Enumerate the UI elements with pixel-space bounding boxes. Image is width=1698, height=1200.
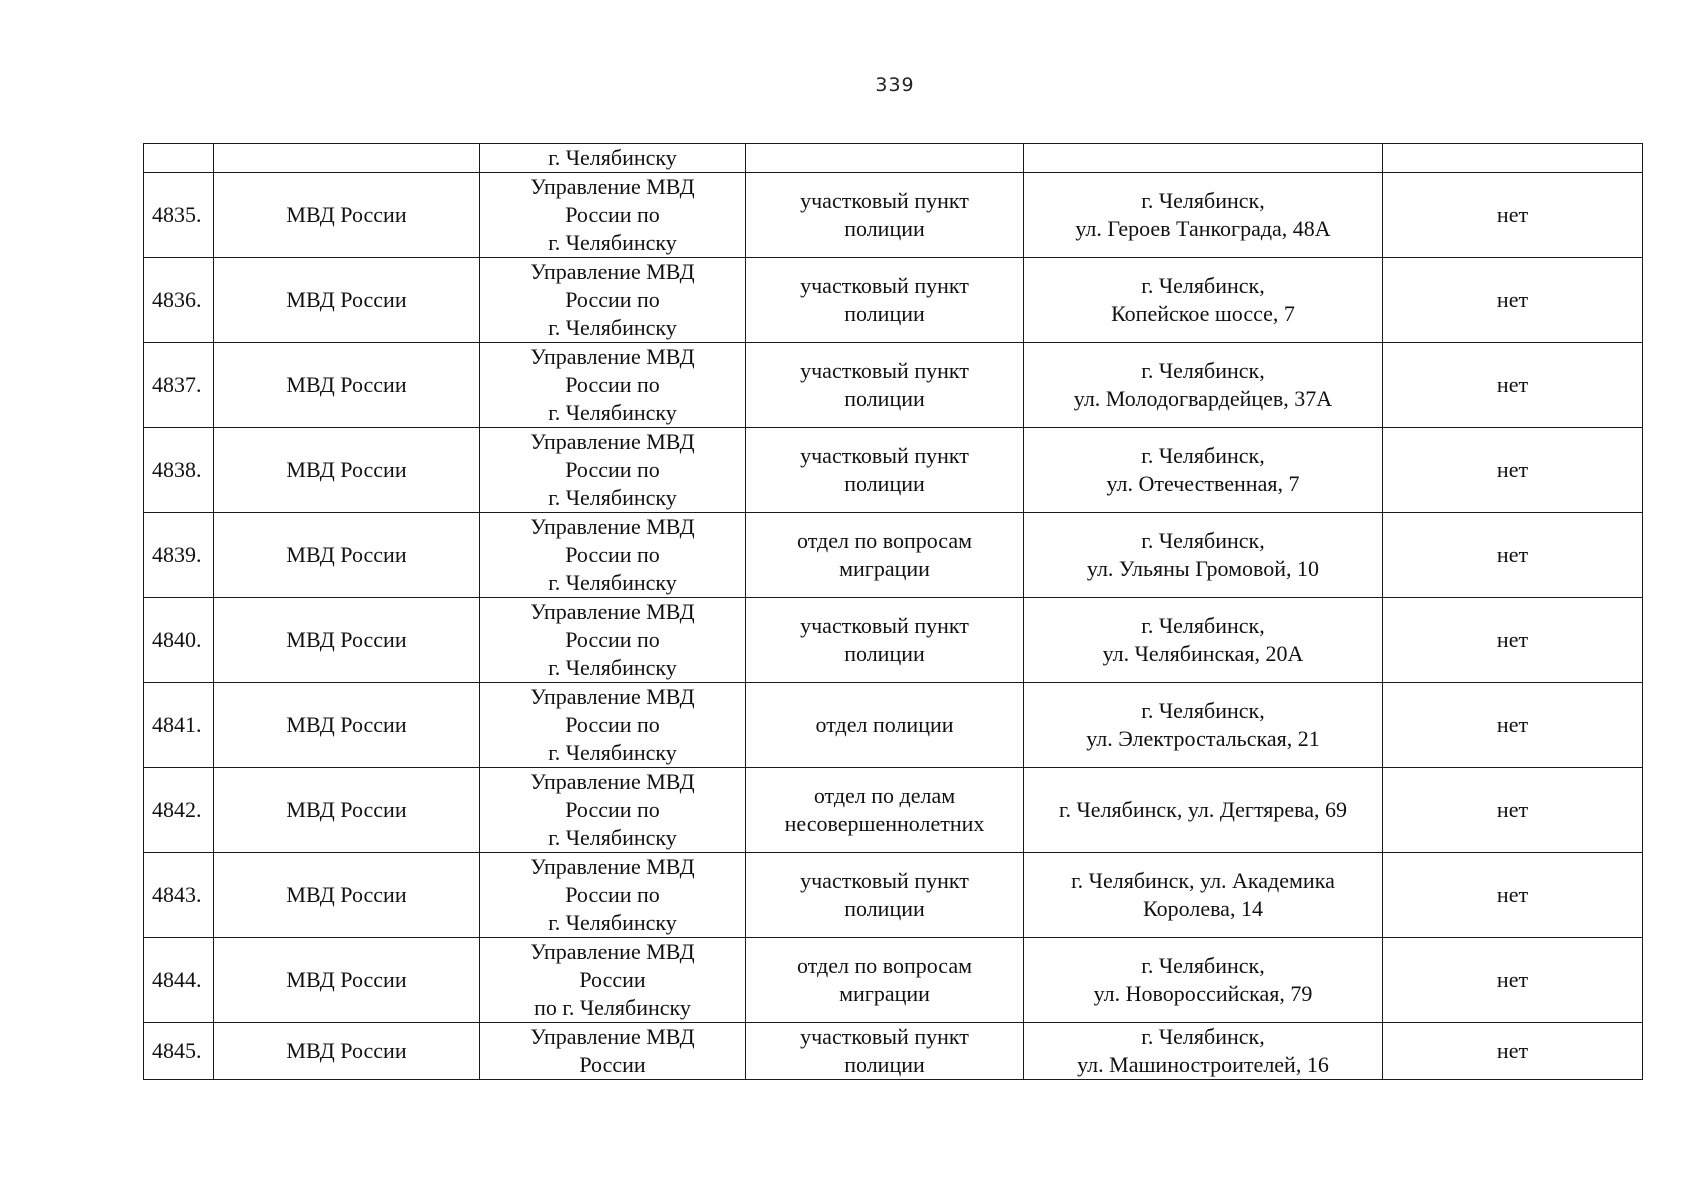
authority-line: Управление МВД (530, 174, 695, 199)
address-line: ул. Электростальская, 21 (1086, 726, 1320, 751)
cell-flag: нет (1383, 683, 1643, 768)
unit-line: полиции (844, 896, 925, 921)
cell-authority (480, 598, 746, 683)
cell-num (144, 144, 214, 173)
table-row (144, 768, 1643, 853)
address-line: г. Челябинск, (1141, 613, 1265, 638)
address-line: г. Челябинск, (1141, 953, 1265, 978)
authority-line: г. Челябинску (548, 315, 677, 340)
authority-line: Управление МВД (530, 769, 695, 794)
cell-num: 4841. (144, 683, 214, 768)
unit-line: участковый пункт (800, 273, 969, 298)
cell-address (1024, 513, 1383, 598)
cell-num: 4844. (144, 938, 214, 1023)
authority-line: России по (565, 627, 660, 652)
cell-unit (746, 343, 1024, 428)
address-line: Копейское шоссе, 7 (1111, 301, 1295, 326)
cell-address (1024, 258, 1383, 343)
table-row (144, 428, 1643, 513)
cell-unit (746, 683, 1024, 768)
unit-line: полиции (844, 386, 925, 411)
authority-line: Управление МВД (530, 429, 695, 454)
cell-unit (746, 598, 1024, 683)
continuation-row (144, 144, 1643, 173)
cell-ministry (214, 144, 480, 173)
address-line: г. Челябинск, (1141, 1024, 1265, 1049)
table-row (144, 343, 1643, 428)
cell-ministry: МВД России (214, 258, 480, 343)
cell-ministry: МВД России (214, 513, 480, 598)
authority-line: России по (565, 287, 660, 312)
authority-line: г. Челябинску (548, 400, 677, 425)
authority-line: по г. Челябинску (534, 995, 691, 1020)
cell-num: 4838. (144, 428, 214, 513)
unit-line: несовершеннолетних (784, 811, 985, 836)
cell-num: 4837. (144, 343, 214, 428)
unit-line: полиции (844, 471, 925, 496)
address-line: ул. Челябинская, 20А (1102, 641, 1304, 666)
cell-ministry: МВД России (214, 598, 480, 683)
table-row (144, 173, 1643, 258)
cell-unit (746, 853, 1024, 938)
address-line: г. Челябинск, (1141, 443, 1265, 468)
cell-num: 4843. (144, 853, 214, 938)
cell-unit (746, 258, 1024, 343)
unit-line: миграции (839, 556, 930, 581)
authority-line: Управление МВД (530, 684, 695, 709)
authority-line: г. Челябинску (548, 145, 677, 170)
address-line: г. Челябинск, ул. Академика (1071, 868, 1335, 893)
address-line: ул. Ульяны Громовой, 10 (1086, 556, 1320, 581)
cell-flag: нет (1383, 598, 1643, 683)
cell-authority (480, 173, 746, 258)
table-row (144, 938, 1643, 1023)
authority-line: России (579, 1052, 646, 1077)
table-body (144, 144, 1643, 1080)
cell-address (1024, 938, 1383, 1023)
table-row (144, 1023, 1643, 1080)
table-row (144, 513, 1643, 598)
cell-address (1024, 598, 1383, 683)
address-line: г. Челябинск, (1141, 528, 1265, 553)
page-number: 339 (875, 74, 915, 96)
authority-line: г. Челябинску (548, 910, 677, 935)
cell-ministry: МВД России (214, 173, 480, 258)
cell-unit (746, 173, 1024, 258)
address-line: г. Челябинск, (1141, 188, 1265, 213)
cell-authority (480, 683, 746, 768)
authority-line: Управление МВД (530, 939, 695, 964)
cell-flag: нет (1383, 1023, 1643, 1080)
cell-authority (480, 144, 746, 173)
table-row (144, 258, 1643, 343)
address-line: ул. Машиностроителей, 16 (1077, 1052, 1329, 1077)
cell-ministry: МВД России (214, 938, 480, 1023)
unit-line: участковый пункт (800, 188, 969, 213)
cell-num: 4836. (144, 258, 214, 343)
unit-line: участковый пункт (800, 613, 969, 638)
cell-flag: нет (1383, 938, 1643, 1023)
unit-line: полиции (844, 216, 925, 241)
authority-line: России (579, 967, 646, 992)
authority-line: г. Челябинску (548, 655, 677, 680)
unit-line: полиции (844, 1052, 925, 1077)
authority-line: Управление МВД (530, 514, 695, 539)
cell-ministry: МВД России (214, 683, 480, 768)
table-row (144, 683, 1643, 768)
cell-ministry: МВД России (214, 853, 480, 938)
cell-authority (480, 1023, 746, 1080)
authority-line: г. Челябинску (548, 740, 677, 765)
cell-authority (480, 768, 746, 853)
unit-line: полиции (844, 641, 925, 666)
authority-line: России по (565, 202, 660, 227)
unit-line: миграции (839, 981, 930, 1006)
address-line: ул. Героев Танкограда, 48А (1075, 216, 1331, 241)
cell-flag: нет (1383, 173, 1643, 258)
authority-line: Управление МВД (530, 1024, 695, 1049)
authority-line: России по (565, 457, 660, 482)
authority-line: г. Челябинску (548, 570, 677, 595)
cell-ministry: МВД России (214, 428, 480, 513)
cell-address (1024, 1023, 1383, 1080)
cell-authority (480, 428, 746, 513)
cell-unit (746, 938, 1024, 1023)
cell-address (1024, 768, 1383, 853)
authority-line: России по (565, 542, 660, 567)
address-line: г. Челябинск, ул. Дегтярева, 69 (1058, 797, 1348, 822)
registry-table (143, 143, 1643, 1080)
table-row (144, 598, 1643, 683)
cell-authority (480, 258, 746, 343)
cell-flag: нет (1383, 853, 1643, 938)
cell-flag: нет (1383, 428, 1643, 513)
authority-line: России по (565, 882, 660, 907)
cell-authority (480, 938, 746, 1023)
cell-address (1024, 853, 1383, 938)
cell-num: 4842. (144, 768, 214, 853)
cell-unit (746, 144, 1024, 173)
unit-line: участковый пункт (800, 868, 969, 893)
unit-line: отдел полиции (815, 712, 954, 737)
cell-ministry: МВД России (214, 1023, 480, 1080)
authority-line: г. Челябинску (548, 485, 677, 510)
cell-authority (480, 343, 746, 428)
cell-unit (746, 1023, 1024, 1080)
cell-flag: нет (1383, 343, 1643, 428)
cell-flag: нет (1383, 258, 1643, 343)
cell-unit (746, 513, 1024, 598)
unit-line: участковый пункт (800, 443, 969, 468)
cell-flag: нет (1383, 513, 1643, 598)
address-line: г. Челябинск, (1141, 698, 1265, 723)
unit-line: участковый пункт (800, 358, 969, 383)
cell-authority (480, 513, 746, 598)
authority-line: России по (565, 712, 660, 737)
authority-line: Управление МВД (530, 259, 695, 284)
address-line: г. Челябинск, (1141, 273, 1265, 298)
cell-num: 4835. (144, 173, 214, 258)
cell-unit (746, 428, 1024, 513)
address-line: г. Челябинск, (1141, 358, 1265, 383)
cell-flag: нет (1383, 768, 1643, 853)
unit-line: отдел по делам (813, 783, 956, 808)
cell-authority (480, 853, 746, 938)
cell-address (1024, 173, 1383, 258)
address-line: Королева, 14 (1143, 896, 1263, 921)
authority-line: Управление МВД (530, 854, 695, 879)
cell-address (1024, 343, 1383, 428)
unit-line: отдел по вопросам (796, 953, 973, 978)
authority-line: г. Челябинску (548, 230, 677, 255)
cell-num: 4840. (144, 598, 214, 683)
authority-line: России по (565, 372, 660, 397)
cell-unit (746, 768, 1024, 853)
address-line: ул. Молодогвардейцев, 37А (1073, 386, 1333, 411)
authority-line: г. Челябинску (548, 825, 677, 850)
authority-line: России по (565, 797, 660, 822)
cell-address (1024, 428, 1383, 513)
cell-num: 4845. (144, 1023, 214, 1080)
address-line: ул. Отечественная, 7 (1106, 471, 1300, 496)
cell-num: 4839. (144, 513, 214, 598)
unit-line: участковый пункт (800, 1024, 969, 1049)
unit-line: отдел по вопросам (796, 528, 973, 553)
address-line: ул. Новороссийская, 79 (1093, 981, 1313, 1006)
cell-address (1024, 144, 1383, 173)
unit-line: полиции (844, 301, 925, 326)
cell-address (1024, 683, 1383, 768)
table-row (144, 853, 1643, 938)
cell-ministry: МВД России (214, 343, 480, 428)
authority-line: Управление МВД (530, 599, 695, 624)
cell-ministry: МВД России (214, 768, 480, 853)
cell-flag (1383, 144, 1643, 173)
authority-line: Управление МВД (530, 344, 695, 369)
